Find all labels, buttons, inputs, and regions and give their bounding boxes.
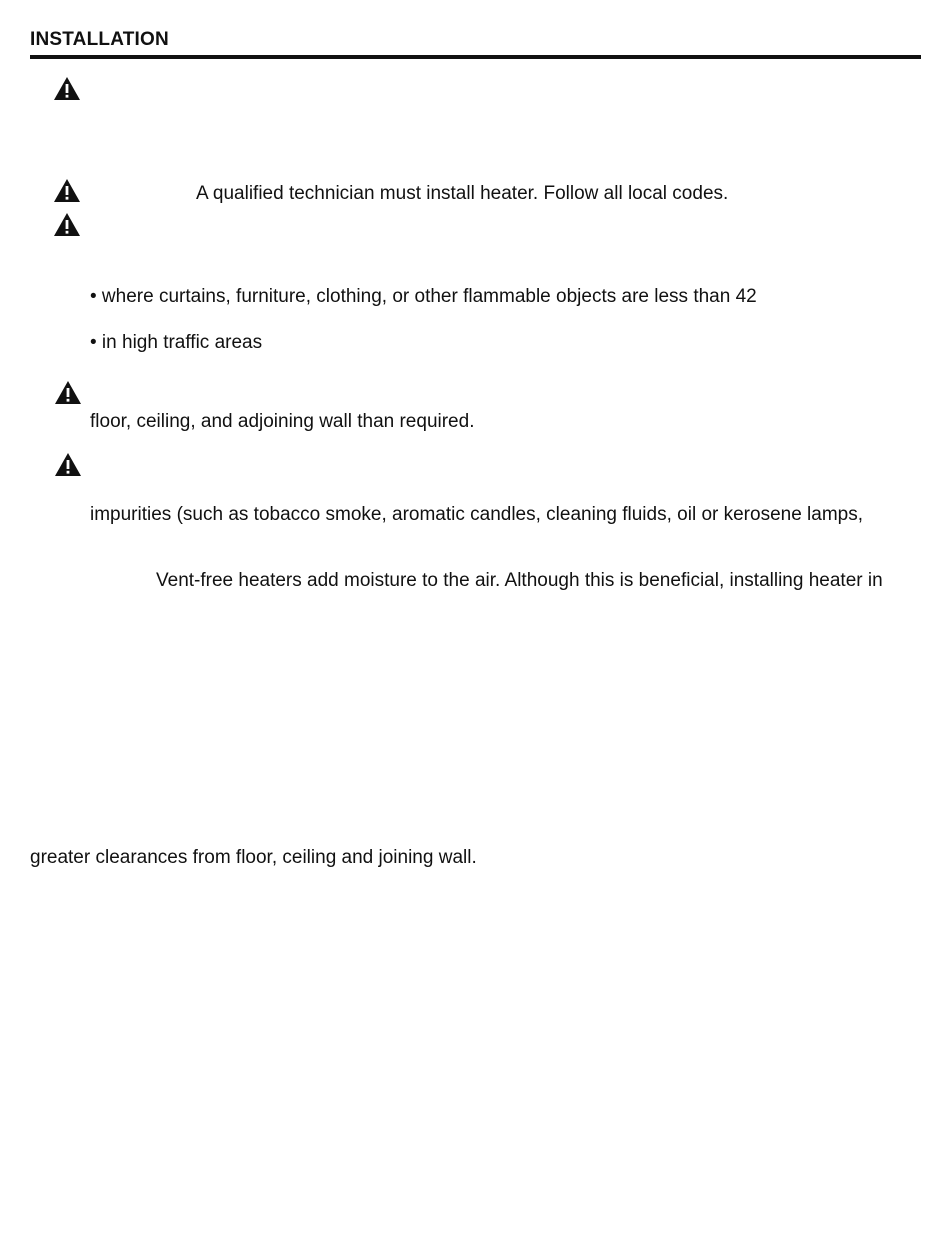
warning-icon xyxy=(53,212,81,237)
impurities-text: impurities (such as tobacco smoke, aromatic candles, cleaning fluids, oil or kerosene lamps, xyxy=(90,504,864,525)
warning-icon xyxy=(54,380,82,405)
section-divider xyxy=(30,55,921,59)
section-title: INSTALLATION xyxy=(30,29,169,50)
bullet-high-traffic: • in high traffic areas xyxy=(90,332,263,353)
vent-free-moisture-text: Vent-free heaters add moisture to the air. Although this is beneficial, installing heater in xyxy=(156,570,883,591)
warning-icon xyxy=(54,452,82,477)
qualified-technician-text: A qualified technician must install heater. Follow all local codes. xyxy=(196,183,729,204)
floor-clearance-text: floor, ceiling, and adjoining wall than required. xyxy=(90,411,475,432)
warning-icon xyxy=(53,178,81,203)
warning-icon xyxy=(53,76,81,101)
bullet-flammable-objects: • where curtains, furniture, clothing, or other flammable objects are less than 42 xyxy=(90,286,757,307)
greater-clearances-text: greater clearances from floor, ceiling and joining wall. xyxy=(30,847,477,868)
